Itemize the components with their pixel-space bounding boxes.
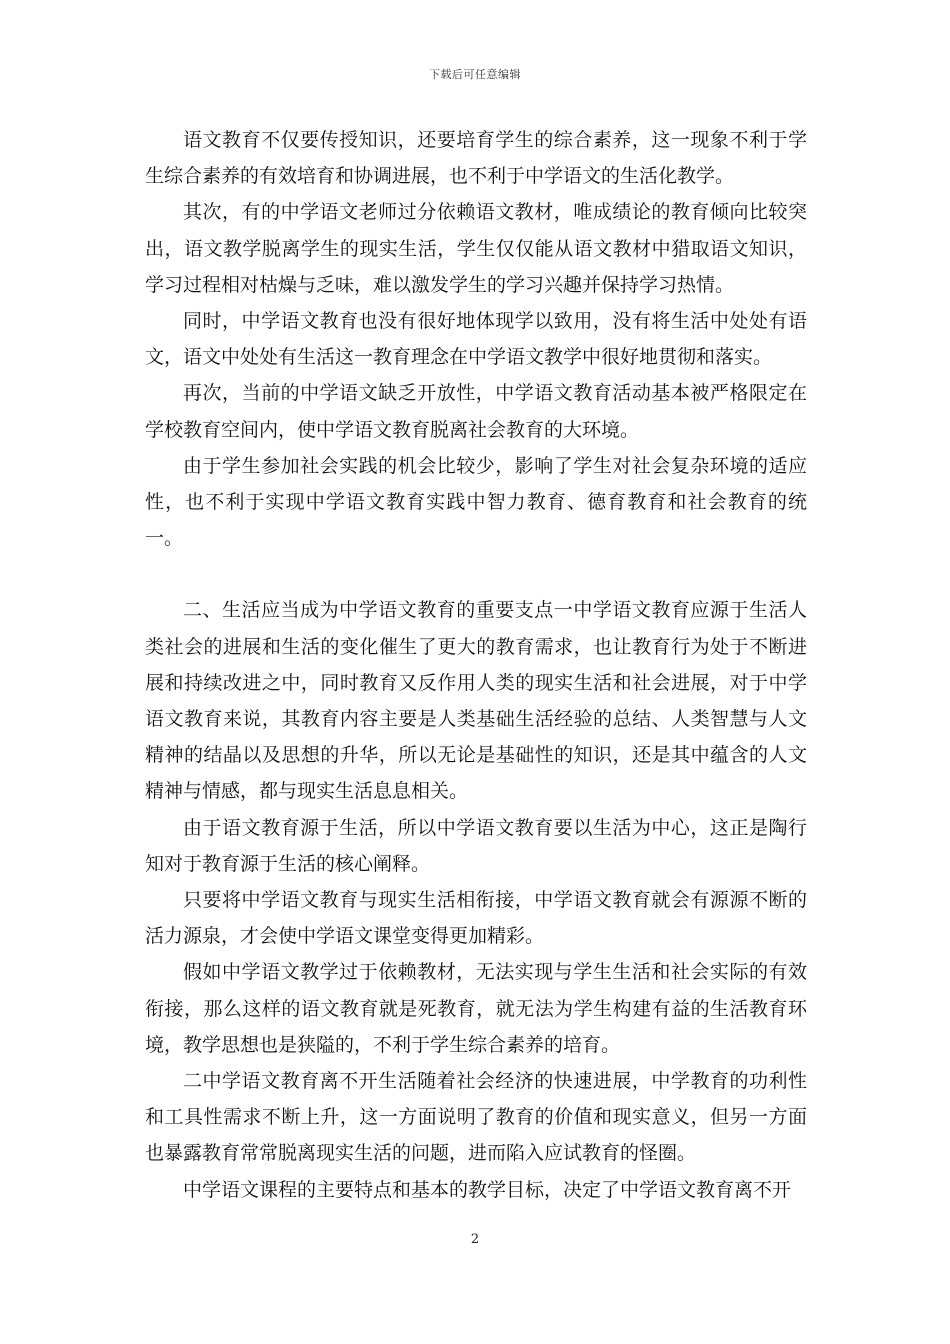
paragraph: 由于学生参加社会实践的机会比较少，影响了学生对社会复杂环境的适应性，也不利于实现中学语文教育实践中智力教育、德育教育和社会教育的统一。 [145, 454, 807, 550]
section-heading-paragraph: 二、生活应当成为中学语文教育的重要支点一中学语文教育应源于生活人类社会的进展和生活的变化催生了更大的教育需求，也让教育行为处于不断进展和持续改进之中，同时教育又反作用人类的现实生活和社会进展，对于中学语文教育来说，其教育内容主要是人类基础生活经验的总结、人类智慧与人文精神的结晶以及思想的升华，所以无论是基础性的知识，还是其中蕴含的人文精神与情感，都与现实生活息息相关。 [145, 599, 807, 803]
paragraph: 二中学语文教育离不开生活随着社会经济的快速进展，中学教育的功利性和工具性需求不断上升，这一方面说明了教育的价值和现实意义，但另一方面也暴露教育常常脱离现实生活的问题，进而陷入应试教育的怪圈。 [145, 1070, 807, 1165]
paragraph: 假如中学语文教学过于依赖教材，无法实现与学生生活和社会实际的有效衔接，那么这样的语文教育就是死教育，就无法为学生构建有益的生活教育环境，教学思想也是狭隘的，不利于学生综合素养的培育。 [145, 961, 807, 1056]
paragraph: 由于语文教育源于生活，所以中学语文教育要以生活为中心，这正是陶行知对于教育源于生活的核心阐释。 [145, 816, 807, 875]
paragraph: 只要将中学语文教育与现实生活相衔接，中学语文教育就会有源源不断的活力源泉，才会使中学语文课堂变得更加精彩。 [145, 889, 807, 948]
document-body [145, 122, 807, 1208]
page-number: 2 [470, 1232, 480, 1247]
page-header: 下载后可任意编辑 [429, 68, 521, 81]
paragraph: 中学语文课程的主要特点和基本的教学目标，决定了中学语文教育离不开 [183, 1178, 792, 1201]
paragraph: 语文教育不仅要传授知识，还要培育学生的综合素养，这一现象不利于学生综合素养的有效培育和协调进展，也不利于中学语文的生活化教学。 [145, 129, 807, 188]
paragraph: 再次，当前的中学语文缺乏开放性，中学语文教育活动基本被严格限定在学校教育空间内，使中学语文教育脱离社会教育的大环境。 [145, 382, 807, 441]
paragraph: 其次，有的中学语文老师过分依赖语文教材，唯成绩论的教育倾向比较突出，语文教学脱离学生的现实生活，学生仅仅能从语文教材中猎取语文知识，学习过程相对枯燥与乏味，难以激发学生的学习兴趣并保持学习热情。 [145, 201, 807, 296]
paragraph: 同时，中学语文教育也没有很好地体现学以致用，没有将生活中处处有语文，语文中处处有生活这一教育理念在中学语文教学中很好地贯彻和落实。 [145, 310, 807, 369]
